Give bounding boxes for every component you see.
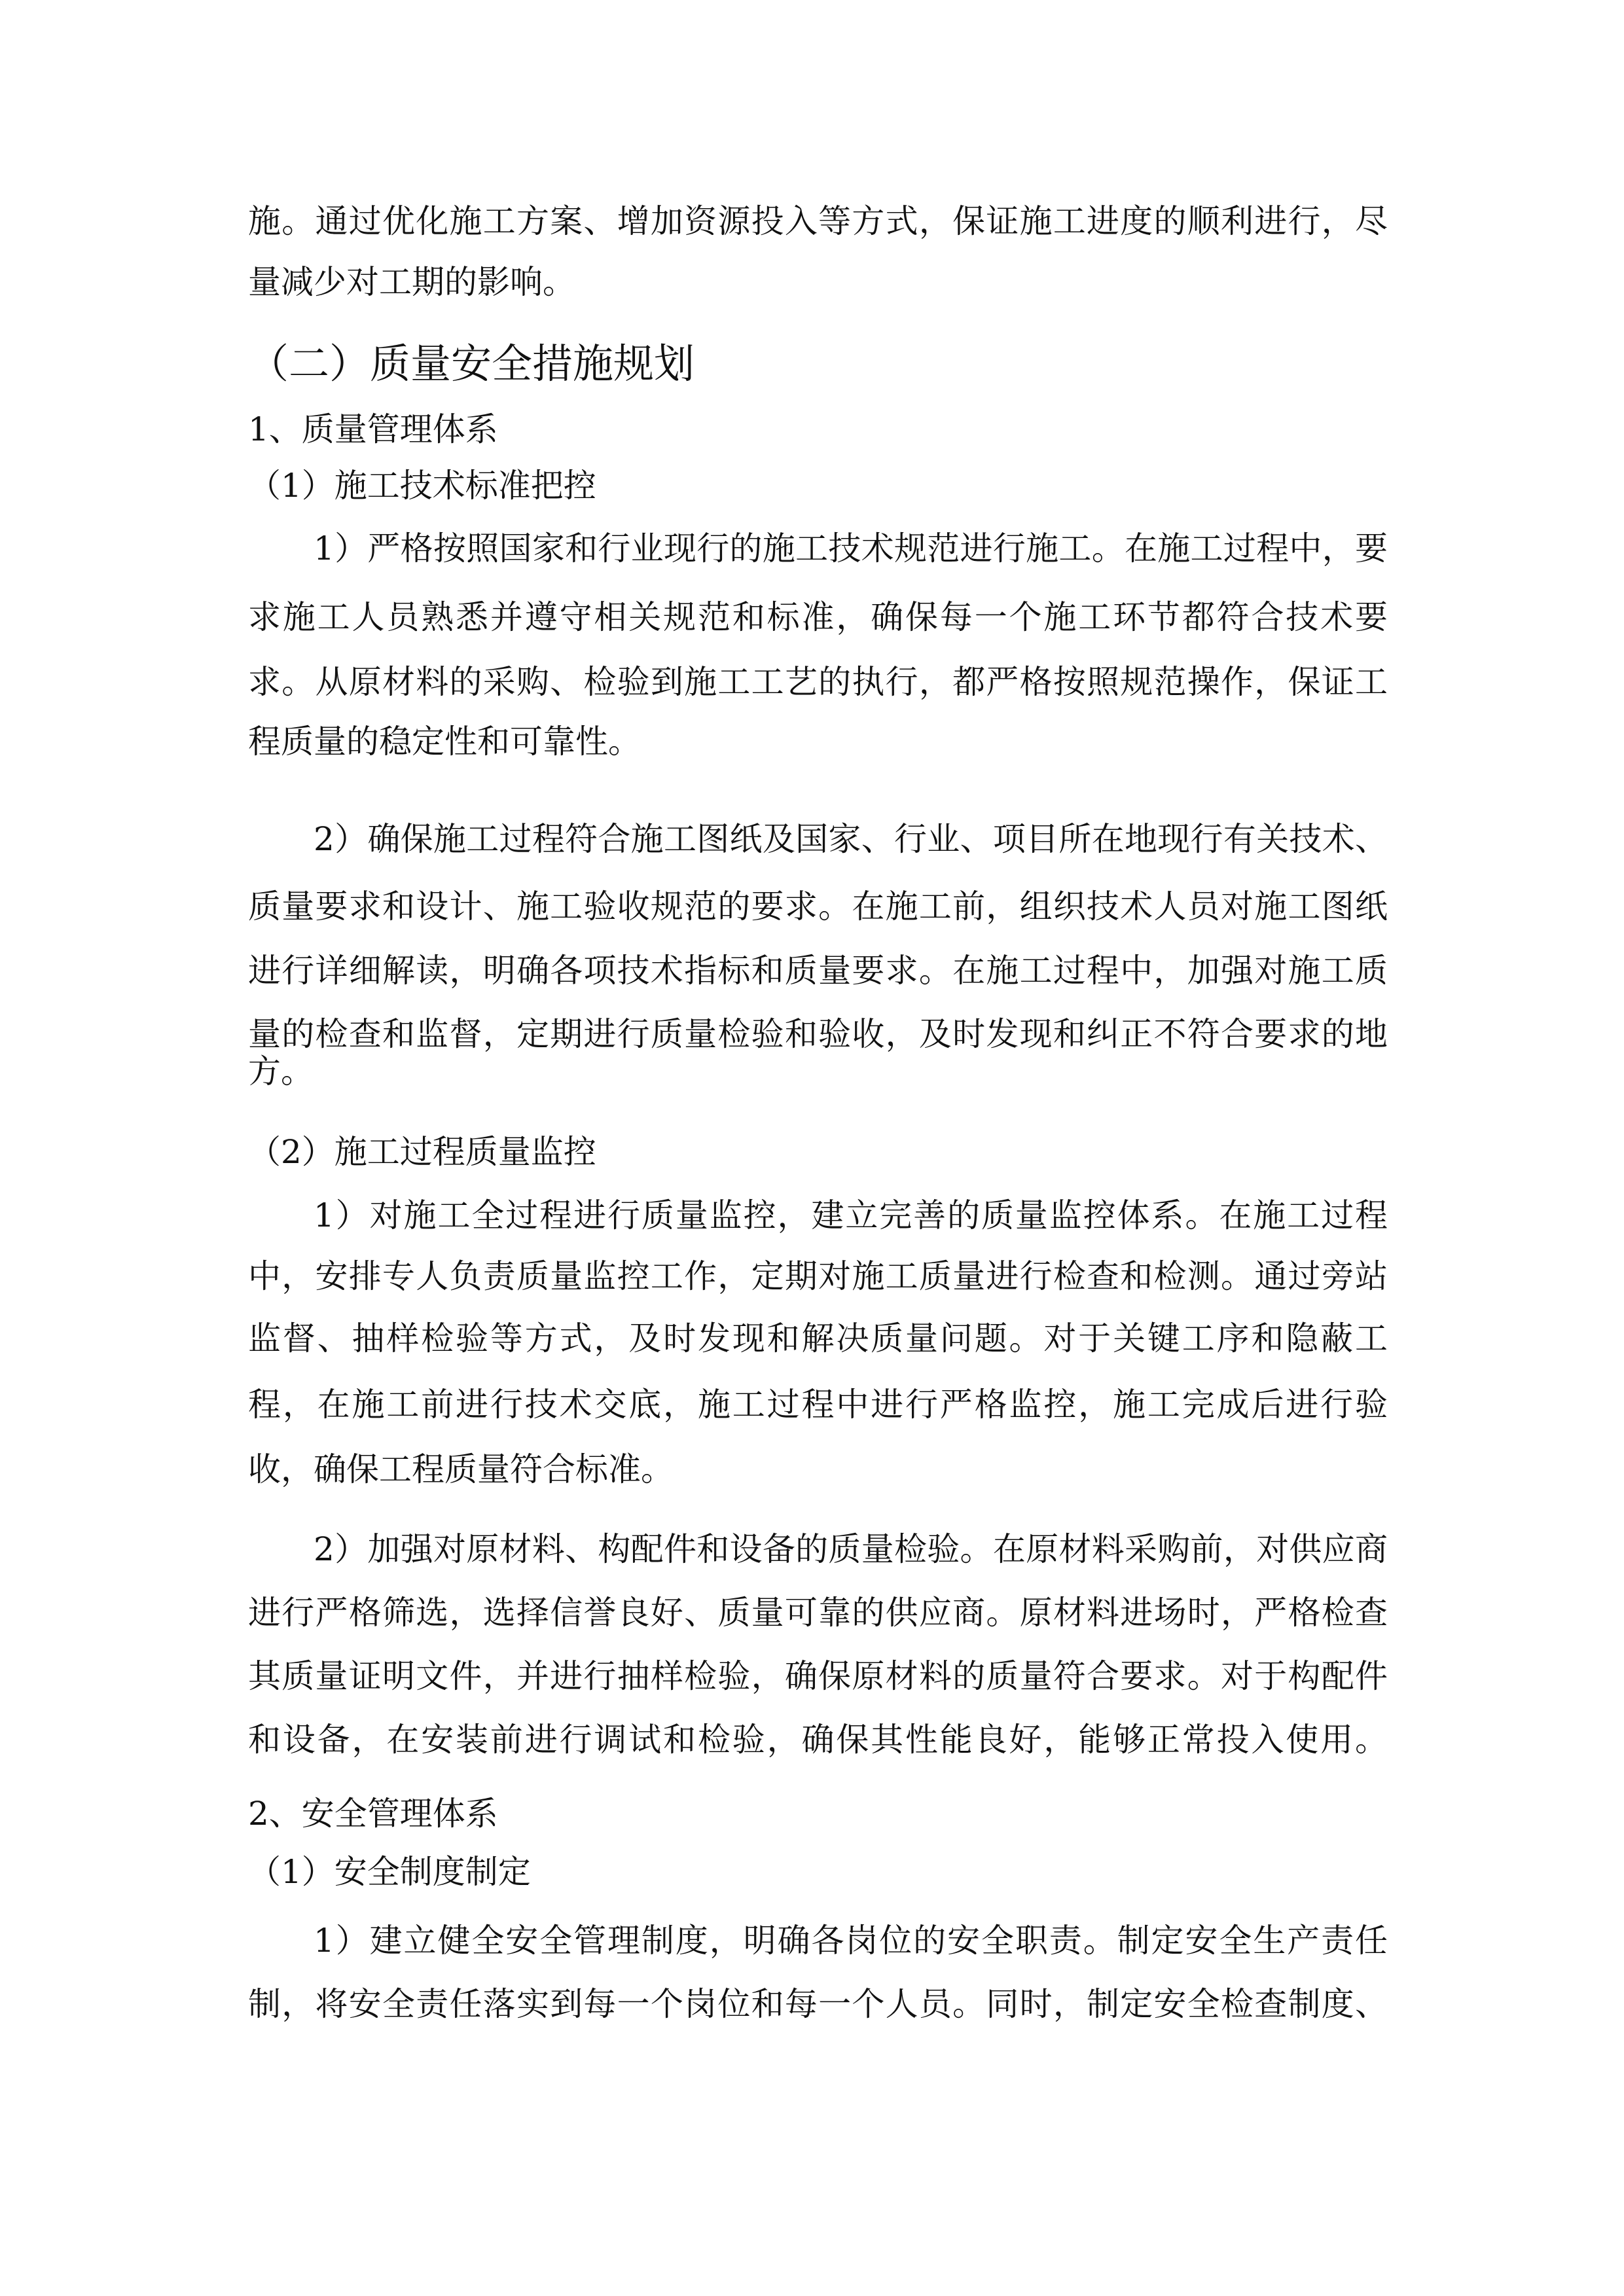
subsubsection-heading: （1）施工技术标准把控 [248, 467, 596, 505]
paragraph-line: 质量要求和设计、施工验收规范的要求。在施工前，组织技术人员对施工图纸 [248, 888, 1388, 925]
section-heading: （二）质量安全措施规划 [248, 340, 695, 387]
paragraph-line: 其质量证明文件，并进行抽样检验，确保原材料的质量符合要求。对于构配件 [248, 1657, 1388, 1695]
paragraph-first-line: 2）确保施工过程符合施工图纸及国家、行业、项目所在地现行有关技术、 [314, 820, 1388, 858]
paragraph-first-line: 1）建立健全安全管理制度，明确各岗位的安全职责。制定安全生产责任 [314, 1922, 1388, 1960]
paragraph-line: 施。通过优化施工方案、增加资源投入等方式，保证施工进度的顺利进行，尽 [248, 202, 1388, 240]
paragraph-line: 方。 [248, 1052, 314, 1090]
paragraph-line: 监督、抽样检验等方式，及时发现和解决质量问题。对于关键工序和隐蔽工 [248, 1319, 1388, 1357]
paragraph-line: 和设备，在安装前进行调试和检验，确保其性能良好，能够正常投入使用。 [248, 1721, 1388, 1759]
subsubsection-heading: （1）安全制度制定 [248, 1853, 531, 1891]
paragraph-line: 制，将安全责任落实到每一个岗位和每一个人员。同时，制定安全检查制度、 [248, 1985, 1388, 2023]
paragraph-first-line: 1）严格按照国家和行业现行的施工技术规范进行施工。在施工过程中，要 [314, 529, 1388, 567]
paragraph-line: 中，安排专人负责质量监控工作，定期对施工质量进行检查和检测。通过旁站 [248, 1257, 1388, 1295]
subsection-heading: 1、质量管理体系 [248, 410, 498, 448]
subsection-heading: 2、安全管理体系 [248, 1795, 498, 1833]
subsubsection-heading: （2）施工过程质量监控 [248, 1133, 596, 1171]
paragraph-line: 量的检查和监督，定期进行质量检验和验收，及时发现和纠正不符合要求的地 [248, 1015, 1388, 1053]
paragraph-line: 收，确保工程质量符合标准。 [248, 1450, 674, 1488]
paragraph-first-line: 1）对施工全过程进行质量监控，建立完善的质量监控体系。在施工过程 [314, 1196, 1388, 1234]
paragraph-line: 量减少对工期的影响。 [248, 263, 575, 301]
paragraph-line: 程，在施工前进行技术交底，施工过程中进行严格监控，施工完成后进行验 [248, 1386, 1388, 1424]
paragraph-line: 求。从原材料的采购、检验到施工工艺的执行，都严格按照规范操作，保证工 [248, 663, 1388, 701]
paragraph-line: 进行详细解读，明确各项技术指标和质量要求。在施工过程中，加强对施工质 [248, 952, 1388, 990]
paragraph-line: 进行严格筛选，选择信誉良好、质量可靠的供应商。原材料进场时，严格检查 [248, 1594, 1388, 1632]
paragraph-line: 程质量的稳定性和可靠性。 [248, 723, 641, 761]
paragraph-line: 求施工人员熟悉并遵守相关规范和标准，确保每一个施工环节都符合技术要 [248, 598, 1388, 636]
paragraph-first-line: 2）加强对原材料、构配件和设备的质量检验。在原材料采购前，对供应商 [314, 1530, 1388, 1568]
